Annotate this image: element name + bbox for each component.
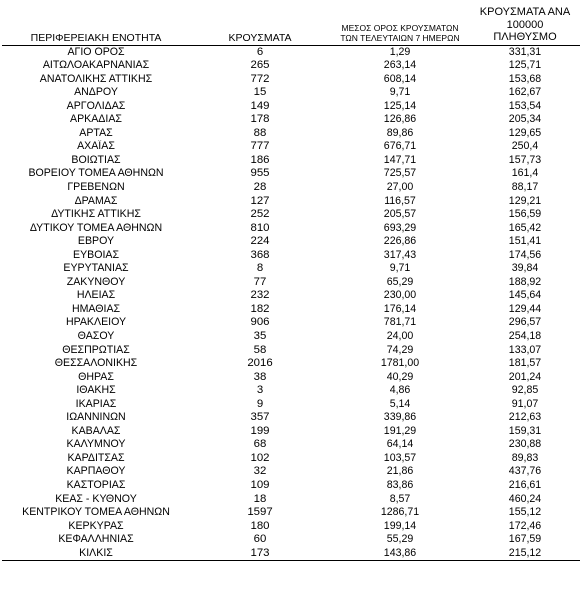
cases-cell: 265 — [250, 59, 270, 72]
seven-day-average-cell: 103,57 — [383, 451, 417, 464]
cases-cell: 32 — [253, 465, 267, 478]
cases-cell: 58 — [253, 343, 267, 356]
table-row — [2, 303, 580, 317]
table-row — [2, 520, 580, 534]
seven-day-average-cell: 263,14 — [383, 59, 417, 72]
header-seven-day-average — [330, 6, 470, 45]
seven-day-average-cell: 126,86 — [383, 113, 417, 126]
seven-day-average-cell: 65,29 — [386, 275, 414, 288]
cases-cell: 906 — [250, 316, 270, 329]
region-name-cell: ΖΑΚΥΝΘΟΥ — [66, 275, 126, 288]
table-row — [2, 465, 580, 479]
cases-cell: 9 — [256, 397, 264, 410]
cases-cell: 149 — [250, 99, 270, 112]
cases-per-100000-cell: 91,07 — [511, 397, 539, 410]
cases-cell: 77 — [253, 275, 267, 288]
header-seven-day-average-line1: ΜΕΣΟΣ ΟΡΟΣ ΚΡΟΥΣΜΑΤΩΝ — [341, 22, 459, 33]
region-name-cell: ΔΡΑΜΑΣ — [74, 194, 118, 207]
seven-day-average-cell: 4,86 — [389, 384, 411, 397]
table-row — [2, 452, 580, 466]
cases-per-100000-cell: 155,12 — [508, 506, 542, 519]
cases-cell: 35 — [253, 329, 267, 342]
seven-day-average-cell: 116,57 — [384, 194, 416, 207]
cases-per-100000-cell: 133,07 — [508, 343, 542, 356]
region-name-cell: ΚΕΦΑΛΛΗΝΙΑΣ — [58, 533, 134, 546]
cases-per-100000-cell: 216,61 — [508, 479, 542, 491]
cases-per-100000-cell: 161,4 — [511, 167, 539, 180]
cases-per-100000-cell: 230,88 — [508, 438, 542, 451]
table-body — [2, 45, 580, 561]
seven-day-average-cell: 339,86 — [383, 411, 417, 424]
cases-cell: 18 — [253, 492, 267, 505]
cases-per-100000-cell: 181,57 — [508, 357, 542, 370]
cases-per-100000-cell: 250,4 — [511, 140, 539, 153]
region-name-cell: ΑΓΙΟ ΟΡΟΣ — [67, 45, 125, 58]
cases-cell: 88 — [253, 126, 267, 139]
seven-day-average-cell: 9,71 — [389, 86, 411, 99]
region-name-cell: ΚΑΛΥΜΝΟΥ — [66, 438, 126, 451]
cases-cell: 109 — [250, 479, 270, 491]
table-row — [2, 384, 580, 398]
region-name-cell: ΑΡΓΟΛΙΔΑΣ — [66, 99, 126, 112]
cases-cell: 15 — [253, 86, 267, 99]
region-name-cell: ΚΕΝΤΡΙΚΟΥ ΤΟΜΕΑ ΑΘΗΝΩΝ — [22, 506, 170, 519]
cases-per-100000-cell: 153,54 — [508, 99, 542, 112]
cases-cell: 28 — [253, 180, 267, 193]
cases-per-100000-cell: 39,84 — [511, 262, 539, 275]
table-row — [2, 371, 580, 385]
seven-day-average-cell: 1781,00 — [380, 357, 420, 370]
cases-per-100000-cell: 157,73 — [508, 153, 542, 166]
region-name-cell: ΑΡΚΑΔΙΑΣ — [70, 113, 122, 126]
cases-per-100000-cell: 151,41 — [508, 235, 542, 248]
seven-day-average-cell: 226,86 — [383, 235, 417, 248]
seven-day-average-cell: 5,14 — [389, 397, 411, 410]
seven-day-average-cell: 143,86 — [330, 547, 470, 561]
cases-cell: 368 — [250, 248, 270, 261]
cases-per-100000-cell: 165,42 — [508, 221, 542, 234]
table-row — [2, 249, 580, 263]
table-row — [2, 100, 580, 114]
table-row — [2, 140, 580, 154]
table-row — [2, 506, 580, 520]
cases-per-100000-cell: 129,44 — [508, 302, 542, 315]
seven-day-average-cell: 191,29 — [383, 424, 417, 437]
cases-cell: 955 — [250, 167, 270, 180]
region-name-cell: ΔΥΤΙΚΟΥ ΤΟΜΕΑ ΑΘΗΝΩΝ — [29, 221, 163, 234]
region-name-cell: ΑΝΑΤΟΛΙΚΗΣ ΑΤΤΙΚΗΣ — [39, 72, 153, 85]
seven-day-average-cell: 693,29 — [383, 221, 417, 234]
region-name-cell: ΕΥΒΟΙΑΣ — [73, 248, 119, 261]
table-row — [2, 45, 580, 59]
seven-day-average-cell: 205,57 — [383, 208, 417, 221]
region-name-cell: ΚΑΡΠΑΘΟΥ — [66, 465, 126, 478]
cases-cell: 772 — [250, 72, 270, 85]
table-row — [2, 86, 580, 100]
region-name-cell: ΙΚΑΡΙΑΣ — [75, 397, 117, 410]
cases-cell: 60 — [253, 533, 267, 546]
region-name-cell: ΔΥΤΙΚΗΣ ΑΤΤΙΚΗΣ — [51, 208, 141, 221]
cases-cell: 8 — [256, 262, 264, 275]
region-name-cell: ΘΕΣΠΡΩΤΙΑΣ — [62, 343, 130, 356]
header-cases-per-100000 — [470, 6, 580, 45]
cases-per-100000-cell: 331,31 — [508, 45, 542, 58]
cases-per-100000-cell: 205,34 — [508, 113, 542, 126]
cases-per-100000-cell: 92,85 — [511, 384, 539, 397]
cases-cell: 102 — [250, 451, 270, 464]
cases-per-100000-cell: 88,17 — [511, 180, 539, 193]
seven-day-average-cell: 24,00 — [386, 329, 414, 342]
table-row — [2, 547, 580, 561]
table-row — [2, 533, 580, 547]
cases-per-100000-cell: 167,59 — [508, 533, 542, 546]
cases-cell: 357 — [250, 411, 270, 424]
table-row — [2, 289, 580, 303]
seven-day-average-cell: 9,71 — [389, 262, 411, 275]
region-name-cell: ΕΥΡΥΤΑΝΙΑΣ — [63, 262, 129, 275]
region-name-cell: ΘΗΡΑΣ — [78, 370, 114, 383]
region-name-cell: ΑΝΔΡΟΥ — [74, 86, 118, 99]
region-name-cell: ΗΡΑΚΛΕΙΟΥ — [65, 316, 127, 329]
seven-day-average-cell: 781,71 — [383, 316, 417, 329]
header-regional-unit: ΠΕΡΙΦΕΡΕΙΑΚΗ ΕΝΟΤΗΤΑ — [2, 6, 190, 45]
cases-per-100000-cell: 174,56 — [508, 248, 542, 261]
region-name-cell: ΙΘΑΚΗΣ — [76, 384, 116, 397]
table-row — [2, 398, 580, 412]
cases-per-100000-cell: 437,76 — [508, 465, 542, 478]
cases-per-100000-cell: 215,12 — [470, 547, 580, 561]
cases-cell: 777 — [250, 140, 270, 153]
cases-per-100000-cell: 156,59 — [508, 208, 542, 221]
seven-day-average-cell: 74,29 — [386, 343, 414, 356]
region-name-cell: ΚΙΛΚΙΣ — [2, 547, 190, 561]
table-row — [2, 127, 580, 141]
cases-cell: 199 — [250, 424, 270, 437]
table-row — [2, 344, 580, 358]
table-row — [2, 154, 580, 168]
cases-cell: 1597 — [247, 506, 273, 519]
seven-day-average-cell: 8,57 — [389, 492, 411, 505]
cases-per-100000-cell: 254,18 — [508, 329, 542, 342]
region-name-cell: ΘΕΣΣΑΛΟΝΙΚΗΣ — [54, 357, 138, 370]
cases-per-100000-cell: 145,64 — [508, 289, 542, 302]
seven-day-average-cell: 147,71 — [383, 153, 417, 166]
cases-per-100000-cell: 159,31 — [508, 424, 542, 437]
header-cases-per-100000-line1: ΚΡΟΥΣΜΑΤΑ ΑΝΑ 100000 — [479, 6, 571, 31]
table-row — [2, 357, 580, 371]
cases-cell: 178 — [250, 113, 270, 126]
table-row — [2, 73, 580, 87]
cases-cell: 6 — [256, 45, 264, 58]
seven-day-average-cell: 89,86 — [386, 126, 414, 139]
cases-per-100000-cell: 162,67 — [508, 86, 542, 99]
cases-per-100000-cell: 125,71 — [508, 59, 542, 72]
table-row — [2, 262, 580, 276]
region-name-cell: ΚΑΡΔΙΤΣΑΣ — [67, 451, 125, 464]
region-name-cell: ΓΡΕΒΕΝΩΝ — [67, 180, 125, 193]
table-row — [2, 167, 580, 181]
seven-day-average-cell: 199,14 — [383, 519, 417, 532]
seven-day-average-cell: 725,57 — [383, 167, 417, 180]
region-name-cell: ΒΟΙΩΤΙΑΣ — [71, 153, 121, 166]
table-row — [2, 330, 580, 344]
table-row — [2, 181, 580, 195]
table-row — [2, 195, 580, 209]
table-row — [2, 59, 580, 73]
cases-cell: 68 — [253, 438, 267, 451]
region-name-cell: ΗΜΑΘΙΑΣ — [71, 302, 121, 315]
region-name-cell: ΙΩΑΝΝΙΝΩΝ — [66, 411, 126, 424]
table-header-row — [2, 6, 580, 45]
table-row — [2, 222, 580, 236]
region-name-cell: ΑΙΤΩΛΟΑΚΑΡΝΑΝΙΑΣ — [42, 59, 150, 72]
seven-day-average-cell: 21,86 — [386, 465, 414, 478]
cases-per-100000-cell: 188,92 — [508, 275, 542, 288]
header-seven-day-average-line2: ΤΩΝ ΤΕΛΕΥΤΑΙΩΝ 7 ΗΜΕΡΩΝ — [340, 33, 460, 43]
table-row — [2, 438, 580, 452]
cases-per-100000-cell: 129,21 — [508, 194, 542, 207]
cases-per-100000-cell: 153,68 — [508, 72, 542, 85]
region-name-cell: ΚΑΣΤΟΡΙΑΣ — [66, 479, 126, 491]
cases-cell: 186 — [250, 153, 270, 166]
region-name-cell: ΚΑΒΑΛΑΣ — [71, 424, 121, 437]
cases-cell: 2016 — [247, 357, 273, 370]
table-row — [2, 411, 580, 425]
region-name-cell: ΕΒΡΟΥ — [77, 235, 115, 248]
region-name-cell: ΑΡΤΑΣ — [79, 126, 113, 139]
seven-day-average-cell: 1286,71 — [380, 506, 420, 519]
cases-cell: 232 — [250, 289, 270, 302]
cases-cell: 173 — [190, 547, 330, 561]
region-name-cell: ΚΕΡΚΥΡΑΣ — [68, 519, 124, 532]
table-row — [2, 316, 580, 330]
cases-per-100000-cell: 212,63 — [508, 411, 542, 424]
cases-cell: 182 — [250, 302, 270, 315]
region-name-cell: ΑΧΑΪΑΣ — [77, 140, 115, 153]
region-name-cell: ΒΟΡΕΙΟΥ ΤΟΜΕΑ ΑΘΗΝΩΝ — [28, 167, 164, 180]
table-row — [2, 208, 580, 222]
cases-per-100000-cell: 201,24 — [508, 370, 542, 383]
cases-cell: 180 — [250, 519, 270, 532]
cases-cell: 127 — [250, 194, 270, 207]
cases-cell: 3 — [256, 384, 264, 397]
region-name-cell: ΗΛΕΙΑΣ — [76, 289, 116, 302]
seven-day-average-cell: 125,14 — [383, 99, 417, 112]
seven-day-average-cell: 55,29 — [386, 533, 414, 546]
table-row — [2, 479, 580, 493]
region-name-cell: ΘΑΣΟΥ — [77, 329, 115, 342]
seven-day-average-cell: 317,43 — [383, 248, 417, 261]
header-cases: ΚΡΟΥΣΜΑΤΑ — [190, 6, 330, 45]
cases-cell: 810 — [250, 221, 270, 234]
cases-per-100000-cell: 460,24 — [508, 492, 542, 505]
table-row — [2, 235, 580, 249]
table-row — [2, 276, 580, 290]
cases-per-100000-cell: 89,83 — [511, 451, 539, 464]
seven-day-average-cell: 27,00 — [386, 180, 414, 193]
cases-cell: 252 — [250, 208, 270, 221]
cases-per-100000-cell: 296,57 — [508, 316, 542, 329]
seven-day-average-cell: 83,86 — [386, 479, 414, 491]
cases-cell: 38 — [253, 370, 267, 383]
seven-day-average-cell: 64,14 — [386, 438, 414, 451]
table-row — [2, 113, 580, 127]
seven-day-average-cell: 40,29 — [386, 370, 414, 383]
cases-cell: 224 — [250, 235, 270, 248]
table-row — [2, 493, 580, 507]
table-row — [2, 425, 580, 439]
seven-day-average-cell: 230,00 — [383, 289, 417, 302]
seven-day-average-cell: 608,14 — [383, 72, 417, 85]
seven-day-average-cell: 176,14 — [383, 302, 417, 315]
seven-day-average-cell: 1,29 — [389, 45, 411, 58]
regional-cases-table — [2, 6, 580, 561]
region-name-cell: ΚΕΑΣ - ΚΥΘΝΟΥ — [55, 492, 137, 505]
header-cases-per-100000-line2: ΠΛΗΘΥΣΜΟ — [493, 31, 557, 43]
cases-per-100000-cell: 172,46 — [508, 519, 542, 532]
seven-day-average-cell: 676,71 — [383, 140, 417, 153]
cases-per-100000-cell: 129,65 — [508, 126, 542, 139]
